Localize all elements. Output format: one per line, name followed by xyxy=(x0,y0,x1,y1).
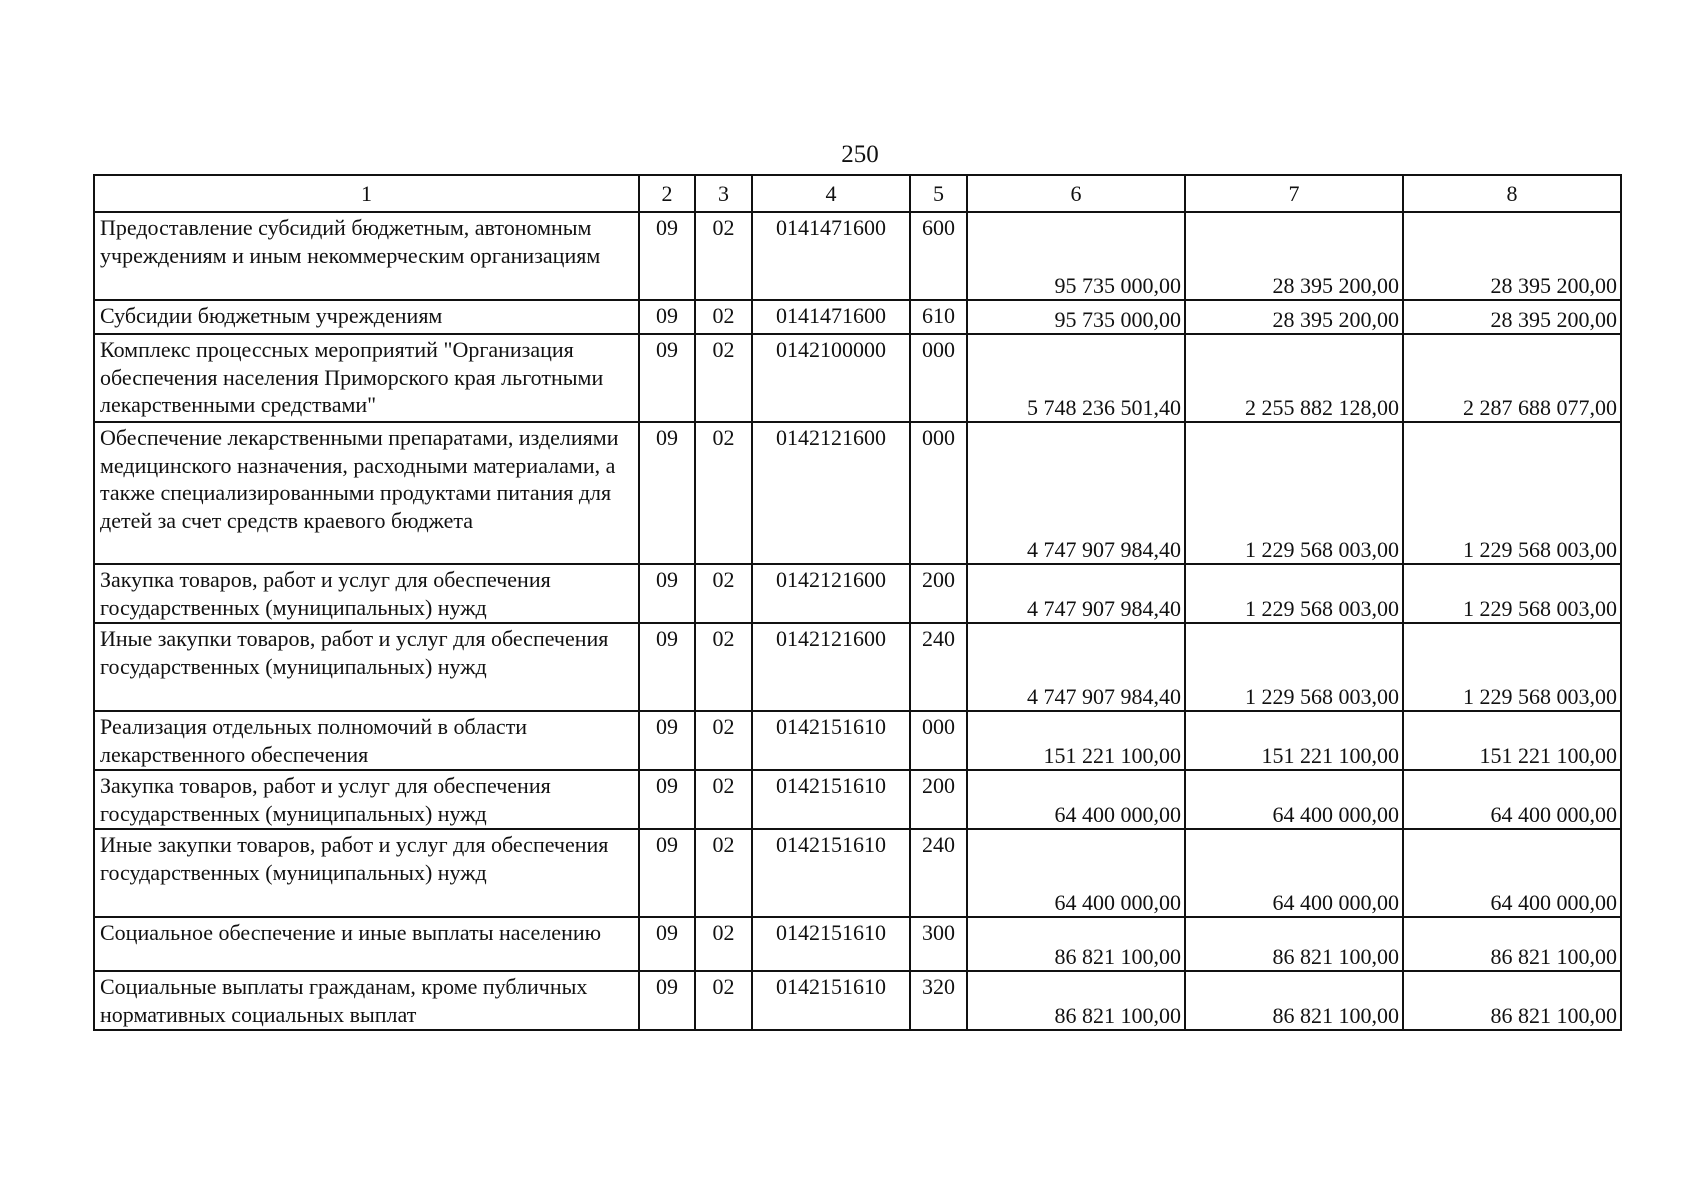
table-row xyxy=(94,334,1621,422)
subsection-code-cell: 02 xyxy=(695,711,752,770)
expense-type-cell: 000 xyxy=(910,711,967,770)
table-row xyxy=(94,770,1621,829)
subsection-code-cell: 02 xyxy=(695,422,752,564)
amount-year3-cell: 64 400 000,00 xyxy=(1403,829,1621,917)
amount-year1-cell: 86 821 100,00 xyxy=(967,971,1185,1030)
target-article-cell: 0142151610 xyxy=(752,917,910,971)
amount-year3-cell: 1 229 568 003,00 xyxy=(1403,422,1621,564)
expense-type-cell: 000 xyxy=(910,334,967,422)
section-code-cell: 09 xyxy=(639,564,695,623)
expense-type-cell: 600 xyxy=(910,212,967,300)
table-row xyxy=(94,623,1621,711)
amount-year3-cell: 28 395 200,00 xyxy=(1403,300,1621,334)
subsection-code-cell: 02 xyxy=(695,917,752,971)
amount-year1-cell: 4 747 907 984,40 xyxy=(967,564,1185,623)
amount-year2-cell: 86 821 100,00 xyxy=(1185,917,1403,971)
expense-type-cell: 200 xyxy=(910,770,967,829)
expense-type-cell: 610 xyxy=(910,300,967,334)
row-name-cell: Закупка товаров, работ и услуг для обеспечения государственных (муниципальных) нужд xyxy=(94,564,639,623)
target-article-cell: 0142100000 xyxy=(752,334,910,422)
table-header-row xyxy=(94,175,1621,212)
target-article-cell: 0142121600 xyxy=(752,564,910,623)
table-row xyxy=(94,711,1621,770)
subsection-code-cell: 02 xyxy=(695,623,752,711)
amount-year2-cell: 1 229 568 003,00 xyxy=(1185,623,1403,711)
section-code-cell: 09 xyxy=(639,623,695,711)
budget-table xyxy=(93,174,1622,1031)
amount-year3-cell: 1 229 568 003,00 xyxy=(1403,623,1621,711)
table-row xyxy=(94,300,1621,334)
expense-type-cell: 300 xyxy=(910,917,967,971)
target-article-cell: 0142151610 xyxy=(752,711,910,770)
section-code-cell: 09 xyxy=(639,770,695,829)
target-article-cell: 0141471600 xyxy=(752,212,910,300)
amount-year2-cell: 28 395 200,00 xyxy=(1185,300,1403,334)
table-row xyxy=(94,212,1621,300)
row-name-cell: Иные закупки товаров, работ и услуг для обеспечения государственных (муниципальных) нужд xyxy=(94,623,639,711)
table-row xyxy=(94,829,1621,917)
section-code-cell: 09 xyxy=(639,971,695,1030)
column-header: 1 xyxy=(94,175,639,212)
amount-year3-cell: 86 821 100,00 xyxy=(1403,971,1621,1030)
amount-year2-cell: 28 395 200,00 xyxy=(1185,212,1403,300)
amount-year3-cell: 1 229 568 003,00 xyxy=(1403,564,1621,623)
page-number: 250 xyxy=(841,141,879,168)
amount-year2-cell: 64 400 000,00 xyxy=(1185,770,1403,829)
subsection-code-cell: 02 xyxy=(695,770,752,829)
section-code-cell: 09 xyxy=(639,829,695,917)
amount-year2-cell: 86 821 100,00 xyxy=(1185,971,1403,1030)
target-article-cell: 0142121600 xyxy=(752,422,910,564)
target-article-cell: 0141471600 xyxy=(752,300,910,334)
amount-year2-cell: 2 255 882 128,00 xyxy=(1185,334,1403,422)
amount-year2-cell: 1 229 568 003,00 xyxy=(1185,422,1403,564)
section-code-cell: 09 xyxy=(639,917,695,971)
section-code-cell: 09 xyxy=(639,711,695,770)
table-row xyxy=(94,917,1621,971)
subsection-code-cell: 02 xyxy=(695,564,752,623)
amount-year2-cell: 64 400 000,00 xyxy=(1185,829,1403,917)
amount-year1-cell: 64 400 000,00 xyxy=(967,829,1185,917)
amount-year1-cell: 64 400 000,00 xyxy=(967,770,1185,829)
row-name-cell: Реализация отдельных полномочий в области лекарственного обеспечения xyxy=(94,711,639,770)
target-article-cell: 0142151610 xyxy=(752,829,910,917)
amount-year1-cell: 4 747 907 984,40 xyxy=(967,623,1185,711)
amount-year2-cell: 1 229 568 003,00 xyxy=(1185,564,1403,623)
amount-year3-cell: 86 821 100,00 xyxy=(1403,917,1621,971)
row-name-cell: Субсидии бюджетным учреждениям xyxy=(94,300,639,334)
amount-year1-cell: 151 221 100,00 xyxy=(967,711,1185,770)
section-code-cell: 09 xyxy=(639,422,695,564)
amount-year3-cell: 151 221 100,00 xyxy=(1403,711,1621,770)
section-code-cell: 09 xyxy=(639,300,695,334)
column-header: 7 xyxy=(1185,175,1403,212)
table-row xyxy=(94,564,1621,623)
subsection-code-cell: 02 xyxy=(695,334,752,422)
target-article-cell: 0142121600 xyxy=(752,623,910,711)
amount-year3-cell: 64 400 000,00 xyxy=(1403,770,1621,829)
row-name-cell: Иные закупки товаров, работ и услуг для обеспечения государственных (муниципальных) нужд xyxy=(94,829,639,917)
amount-year2-cell: 151 221 100,00 xyxy=(1185,711,1403,770)
amount-year3-cell: 28 395 200,00 xyxy=(1403,212,1621,300)
column-header: 5 xyxy=(910,175,967,212)
column-header: 2 xyxy=(639,175,695,212)
table-row xyxy=(94,971,1621,1030)
amount-year1-cell: 86 821 100,00 xyxy=(967,917,1185,971)
section-code-cell: 09 xyxy=(639,334,695,422)
expense-type-cell: 200 xyxy=(910,564,967,623)
row-name-cell: Социальное обеспечение и иные выплаты населению xyxy=(94,917,639,971)
column-header: 8 xyxy=(1403,175,1621,212)
amount-year1-cell: 4 747 907 984,40 xyxy=(967,422,1185,564)
subsection-code-cell: 02 xyxy=(695,829,752,917)
expense-type-cell: 240 xyxy=(910,829,967,917)
subsection-code-cell: 02 xyxy=(695,300,752,334)
row-name-cell: Закупка товаров, работ и услуг для обеспечения государственных (муниципальных) нужд xyxy=(94,770,639,829)
amount-year1-cell: 95 735 000,00 xyxy=(967,300,1185,334)
target-article-cell: 0142151610 xyxy=(752,770,910,829)
subsection-code-cell: 02 xyxy=(695,212,752,300)
expense-type-cell: 320 xyxy=(910,971,967,1030)
row-name-cell: Обеспечение лекарственными препаратами, изделиями медицинского назначения, расходными материалами, а также специализированными продуктами питания для детей за счет средств краевого бюджета xyxy=(94,422,639,564)
amount-year1-cell: 5 748 236 501,40 xyxy=(967,334,1185,422)
column-header: 4 xyxy=(752,175,910,212)
row-name-cell: Комплекс процессных мероприятий "Организация обеспечения населения Приморского края льготными лекарственными средствами" xyxy=(94,334,639,422)
row-name-cell: Предоставление субсидий бюджетным, автономным учреждениям и иным некоммерческим организациям xyxy=(94,212,639,300)
column-header: 6 xyxy=(967,175,1185,212)
section-code-cell: 09 xyxy=(639,212,695,300)
amount-year3-cell: 2 287 688 077,00 xyxy=(1403,334,1621,422)
subsection-code-cell: 02 xyxy=(695,971,752,1030)
column-header: 3 xyxy=(695,175,752,212)
table-row xyxy=(94,422,1621,564)
amount-year1-cell: 95 735 000,00 xyxy=(967,212,1185,300)
expense-type-cell: 000 xyxy=(910,422,967,564)
expense-type-cell: 240 xyxy=(910,623,967,711)
row-name-cell: Социальные выплаты гражданам, кроме публичных нормативных социальных выплат xyxy=(94,971,639,1030)
target-article-cell: 0142151610 xyxy=(752,971,910,1030)
